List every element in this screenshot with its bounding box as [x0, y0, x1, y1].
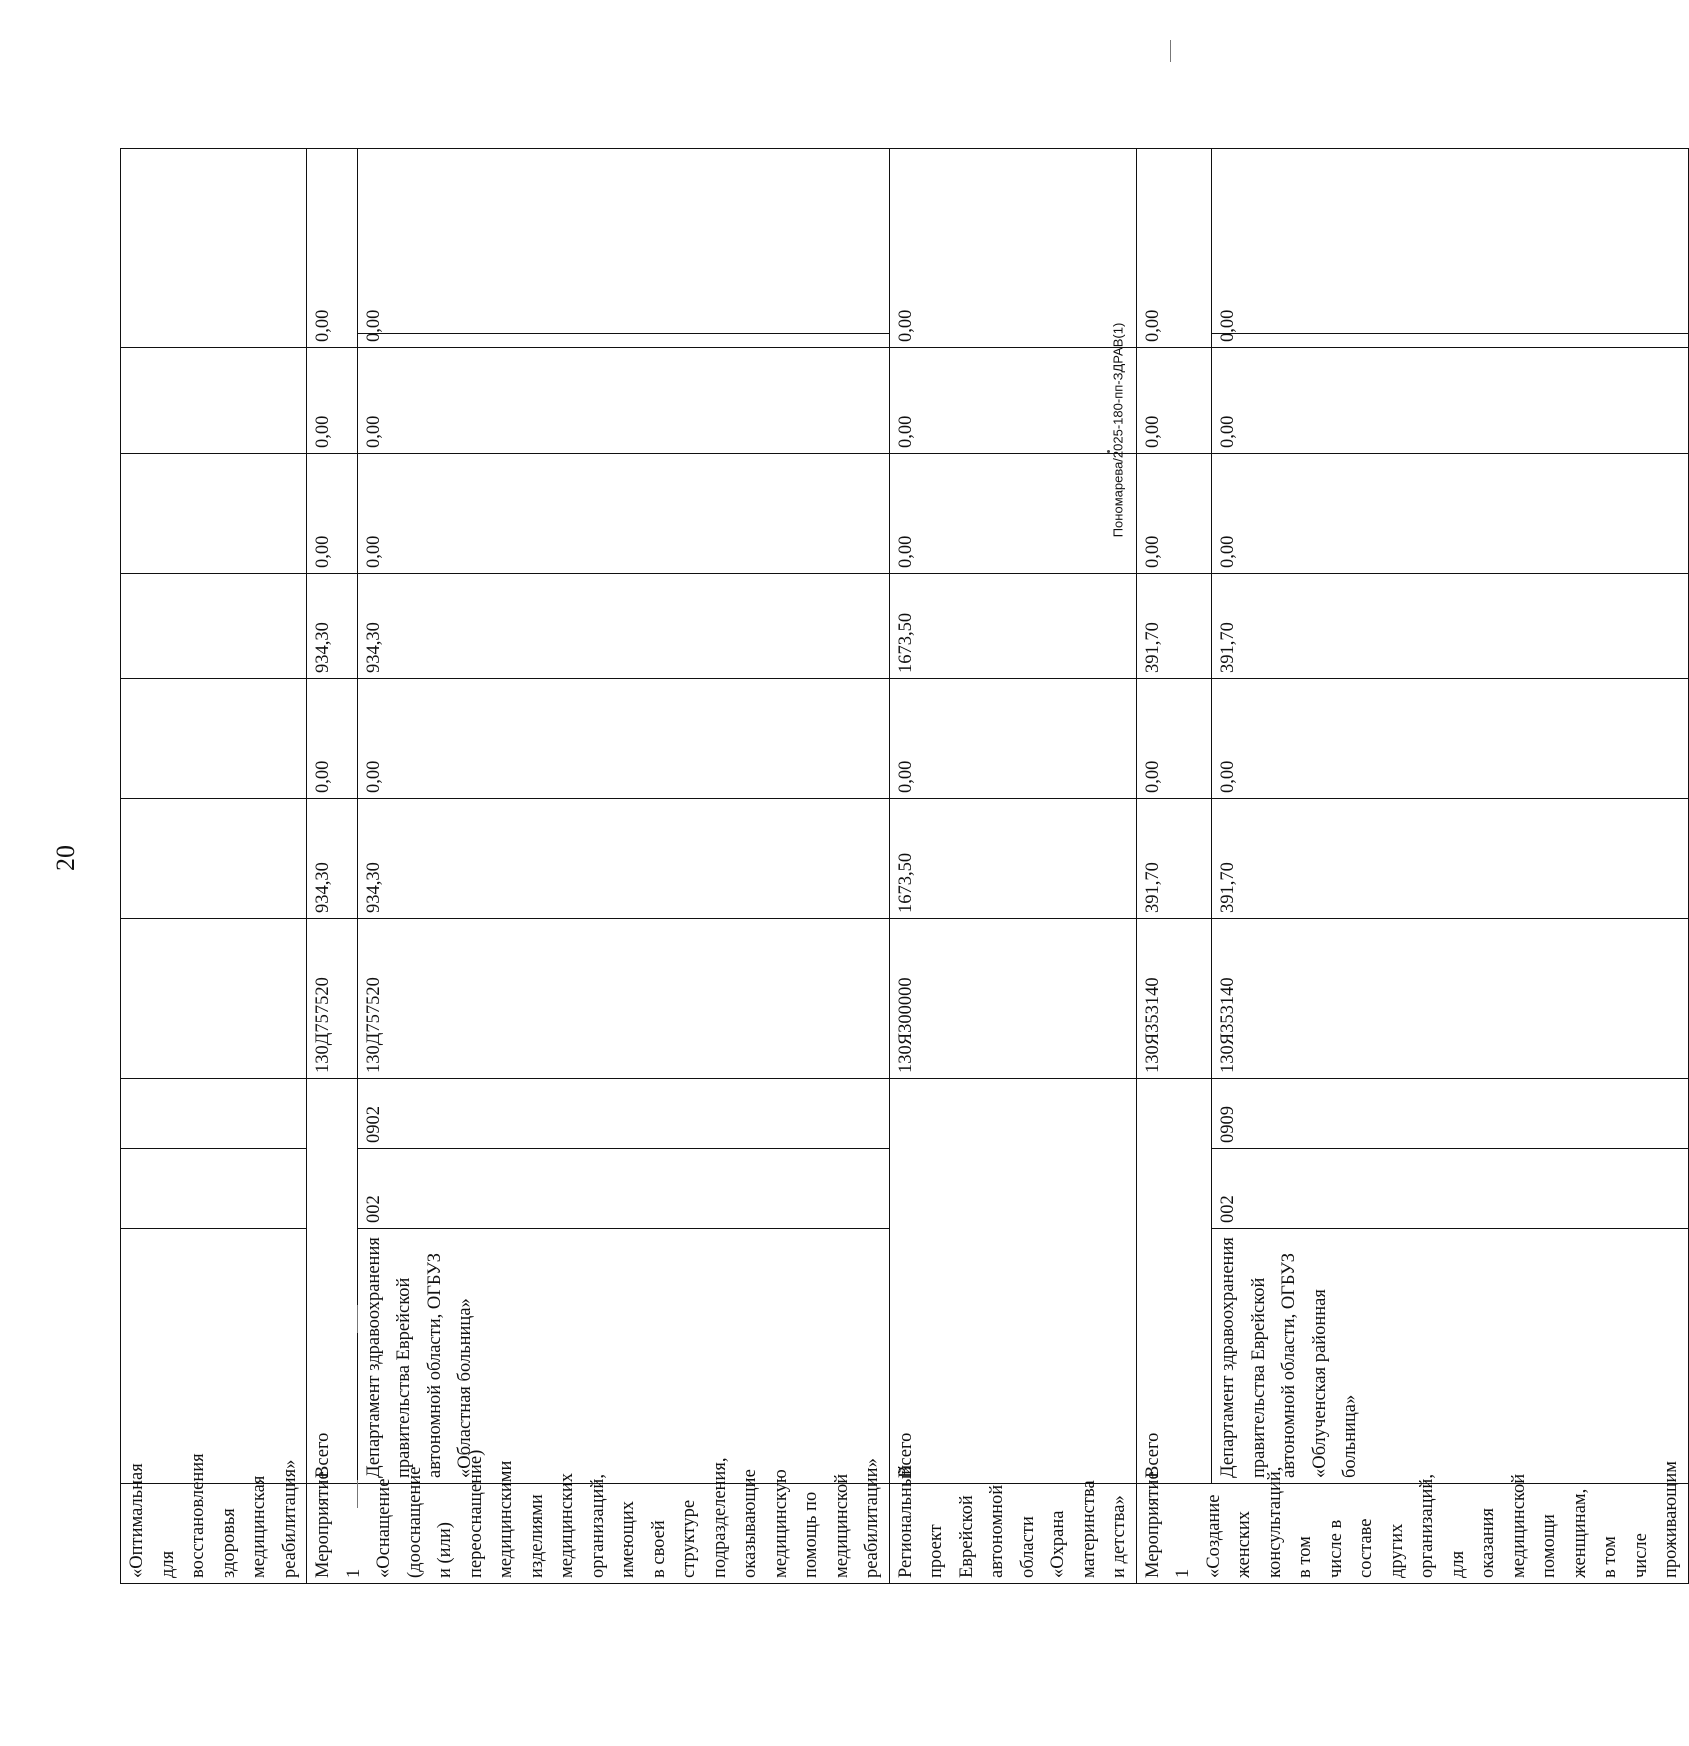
- value-cell: [121, 679, 307, 799]
- total-label: Всего: [1136, 1079, 1212, 1484]
- activity-name: Мероприятие 1 «Создание женских консультаций, в том числе в составе других организаций, для оказания медицинской помощи женщинам, в том числе проживающим: [1136, 1484, 1688, 1584]
- value-cell: 0,00: [307, 149, 358, 348]
- value-cell: 391,70: [1136, 799, 1212, 919]
- activity-name: Региональный проект Еврейской автономной области «Охрана материнства и детства»: [889, 1484, 1136, 1584]
- page-number: 20: [51, 845, 80, 871]
- rzpr-cell: 0902: [357, 1079, 889, 1149]
- csr-cell: 130Я353140: [1136, 919, 1212, 1079]
- value-cell: 0,00: [889, 454, 1136, 574]
- executor-cell: Департамент здравоохранения правительства Еврейской автономной области, ОГБУЗ «Областная больница»: [357, 1229, 889, 1484]
- value-cell: [121, 348, 307, 454]
- value-cell: 0,00: [1136, 348, 1212, 454]
- table-row: [1212, 149, 1688, 1584]
- value-cell: 0,00: [1136, 679, 1212, 799]
- table-row: [121, 149, 307, 1584]
- csr-cell: 130Я300000: [889, 919, 1136, 1079]
- budget-table: [120, 148, 1689, 1584]
- value-cell: 391,70: [1136, 574, 1212, 679]
- value-cell: [121, 149, 307, 348]
- scan-dot: [1107, 450, 1110, 453]
- value-cell: 934,30: [307, 574, 358, 679]
- empty-cell: [1212, 149, 1688, 334]
- grbs-cell: 002: [1212, 1149, 1688, 1229]
- value-cell: 934,30: [357, 799, 889, 919]
- total-label: Всего: [307, 1079, 358, 1484]
- value-cell: 0,00: [889, 348, 1136, 454]
- value-cell: 0,00: [307, 348, 358, 454]
- grbs-cell: 002: [357, 1149, 889, 1229]
- csr-cell: 130Д757520: [307, 919, 358, 1079]
- value-cell: 0,00: [889, 149, 1136, 348]
- csr-cell: [121, 919, 307, 1079]
- margin-mark-bottom-right: [357, 1480, 358, 1508]
- value-cell: [121, 799, 307, 919]
- value-cell: 0,00: [1212, 679, 1688, 799]
- total-label: Всего: [889, 1079, 1136, 1484]
- value-cell: 0,00: [307, 454, 358, 574]
- value-cell: [121, 454, 307, 574]
- value-cell: 391,70: [1212, 799, 1688, 919]
- margin-mark-top-right: [1170, 40, 1171, 62]
- activity-name: Мероприятие 1 «Оснащение (дооснащение и (или) переоснащение) медицинскими изделиями медицинских организаций, имеющих в своей структуре подразделения, оказывающие медицинскую помощь по медицинской реабилитации»: [307, 1484, 890, 1584]
- activity-name: «Оптимальная для восстановления здоровья медицинская реабилитация»: [121, 1484, 307, 1584]
- document-code-text: Пономарева/2025-180-пп-ЗДРАВ(1): [1110, 322, 1126, 538]
- csr-cell: 130Я353140: [1212, 919, 1688, 1079]
- rzpr-cell: [121, 1079, 307, 1149]
- executor-cell: Департамент здравоохранения правительства Еврейской автономной области, ОГБУЗ «Облученская районная больница»: [1212, 1229, 1688, 1484]
- value-cell: 0,00: [357, 348, 889, 454]
- csr-cell: 130Д757520: [357, 919, 889, 1079]
- document-code: [1098, 220, 1138, 640]
- table-row: [1136, 149, 1212, 1584]
- value-cell: 0,00: [1212, 348, 1688, 454]
- margin-mark-bottom-left: [357, 1305, 358, 1333]
- value-cell: 934,30: [357, 574, 889, 679]
- executor-cell: [121, 1229, 307, 1484]
- value-cell: [121, 574, 307, 679]
- value-cell: 1673,50: [889, 574, 1136, 679]
- value-cell: 0,00: [1136, 149, 1212, 348]
- value-cell: 1673,50: [889, 799, 1136, 919]
- value-cell: 0,00: [357, 454, 889, 574]
- value-cell: 934,30: [307, 799, 358, 919]
- value-cell: 391,70: [1212, 574, 1688, 679]
- value-cell: 0,00: [889, 679, 1136, 799]
- table-row: [307, 149, 358, 1584]
- grbs-cell: [121, 1149, 307, 1229]
- value-cell: 0,00: [1212, 334, 1688, 348]
- rzpr-cell: 0909: [1212, 1079, 1688, 1149]
- empty-cell: [357, 149, 889, 334]
- value-cell: 0,00: [1136, 454, 1212, 574]
- value-cell: 0,00: [307, 679, 358, 799]
- value-cell: 0,00: [357, 679, 889, 799]
- value-cell: 0,00: [1212, 454, 1688, 574]
- value-cell: 0,00: [357, 334, 889, 348]
- table-row: [357, 149, 889, 1584]
